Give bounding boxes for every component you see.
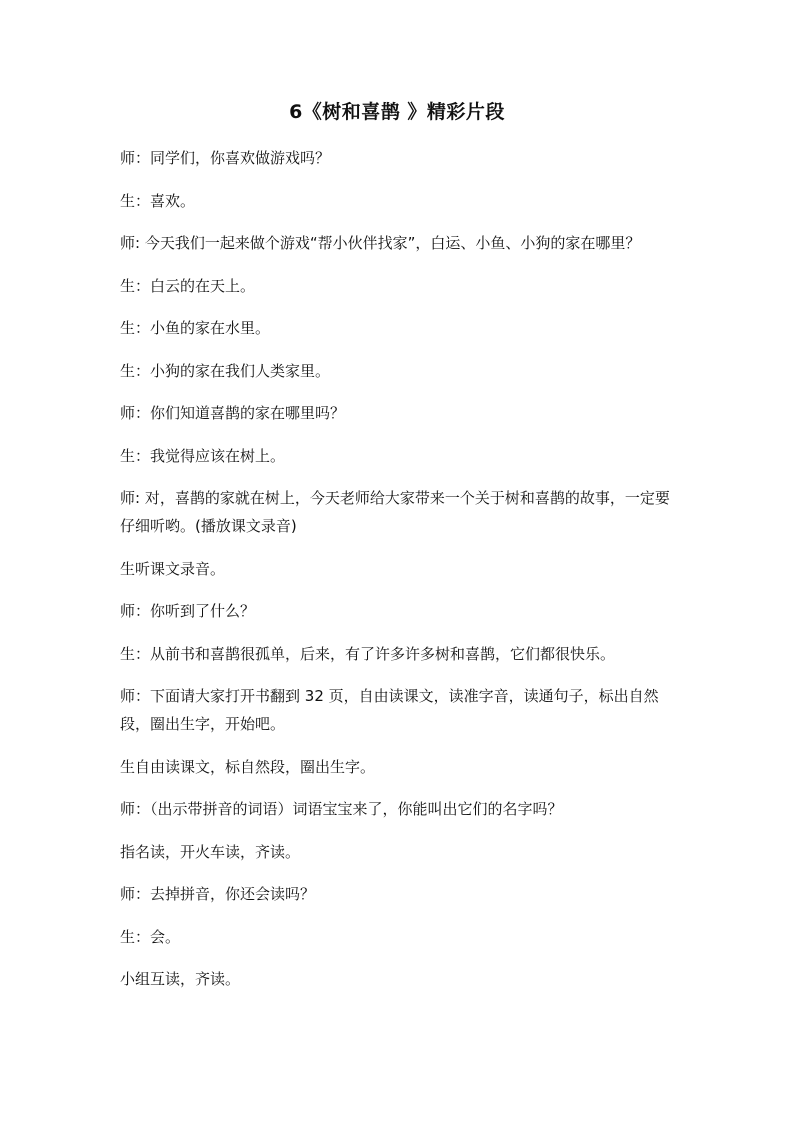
document-body [120,144,682,1008]
paragraph: 生听课文录音。 [120,559,226,578]
paragraph: 生：从前书和喜鹊很孤单，后来，有了许多许多树和喜鹊，它们都很快乐。 [120,644,616,663]
paragraph: 指名读，开火车读，齐读。 [120,842,301,861]
paragraph: 师: 对，喜鹊的家就在树上，今天老师给大家带来一个关于树和喜鹊的故事，一定要仔细听哟。(播放课文录音) [120,489,670,535]
paragraph: 师：下面请大家打开书翻到 32 页，自由读课文，读准字音，读通句子，标出自然段，圈出生字，开始吧。 [120,687,659,733]
paragraph: 生：小鱼的家在水里。 [120,319,271,337]
paragraph: 生：喜欢。 [120,191,196,210]
paragraph: 师: 今天我们一起来做个游戏“帮小伙伴找家”，白运、小鱼、小狗的家在哪里？ [120,234,641,252]
paragraph: 师：你听到了什么？ [120,602,256,620]
paragraph: 生：我觉得应该在树上。 [120,446,286,465]
paragraph: 师：同学们，你喜欢做游戏吗？ [120,149,331,167]
paragraph: 师：去掉拼音，你还会读吗？ [120,885,316,903]
paragraph: 师：你们知道喜鹊的家在哪里吗？ [120,404,346,422]
paragraph: 生：小狗的家在我们人类家里。 [120,361,331,380]
paragraph: 生：白云的在天上。 [120,276,256,295]
paragraph: 师：（出示带拼音的词语）词语宝宝来了，你能叫出它们的名字吗？ [120,800,563,818]
paragraph: 生自由读课文，标自然段，圈出生字。 [120,757,376,776]
document-title: 6《树和喜鹊 》精彩片段 [289,101,505,123]
paragraph: 小组互读，齐读。 [120,970,241,988]
paragraph: 生：会。 [120,927,181,946]
